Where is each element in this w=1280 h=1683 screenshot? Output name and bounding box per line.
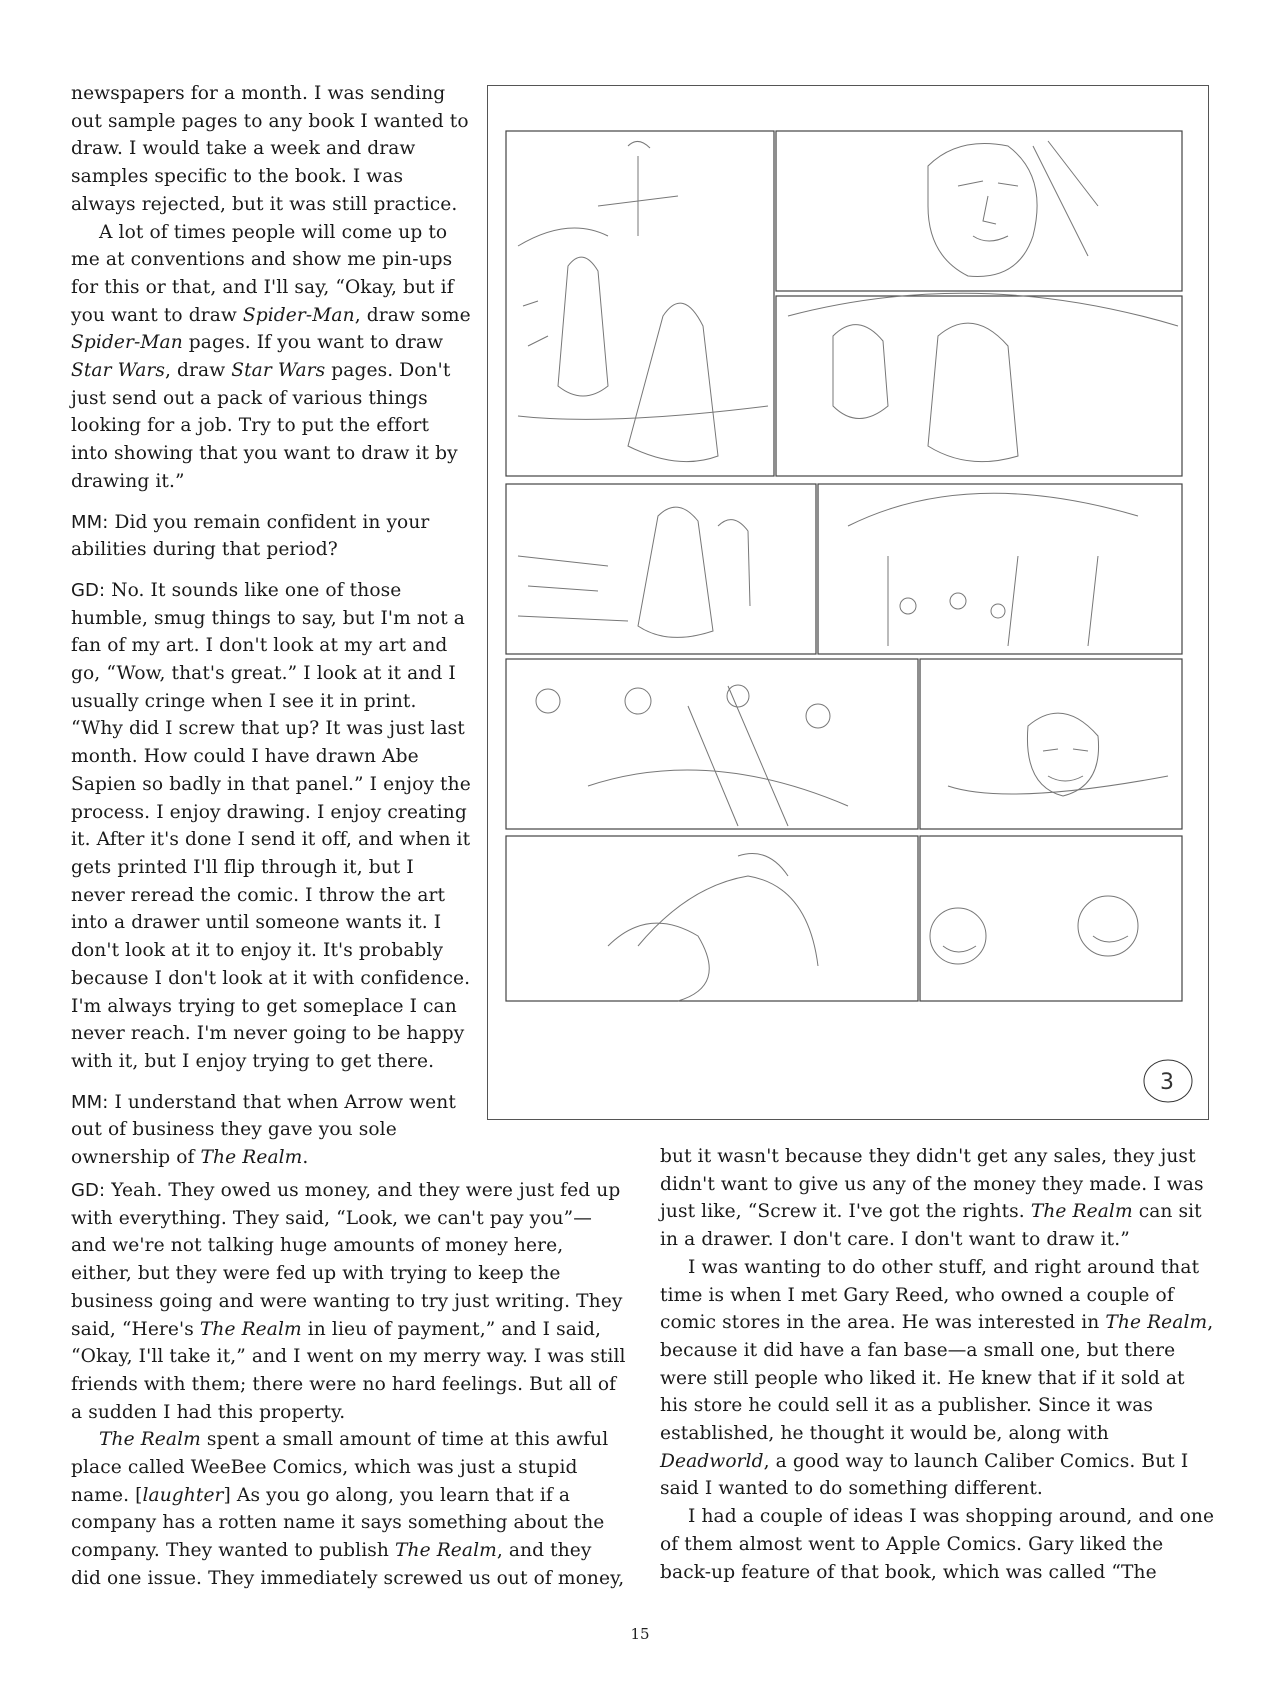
speaker-label: MM: xyxy=(71,1091,109,1113)
text-column-bottom-left xyxy=(71,1177,626,1593)
panel-9 xyxy=(920,836,1182,1001)
paragraph: I was wanting to do other stuff, and right around that time is when I met Gary Reed, who owned a couple of comic stores in the area. He was interested in The Realm, because it did have a fan base—a small one, but there were still people who liked it. He knew that if it sold at his store he could sell it as a publisher. Since it was established, he thought it would be, along with Deadworld, a good way to launch Caliber Comics. But I said I wanted to do something different. xyxy=(660,1256,1214,1500)
paragraph: A lot of times people will come up to me at conventions and show me pin-ups for this or that, and I'll say, “Okay, but if you want to draw Spider-Man, draw some Spider-Man pages. If you want to draw Star Wars, draw Star Wars pages. Don't just send out a pack of various things looking for a job. Try to put the effort into showing that you want to draw it by drawing it.” xyxy=(71,221,471,492)
text-column-top-left xyxy=(71,80,471,1172)
speaker-label: GD: xyxy=(71,1180,106,1201)
interview-question: MM: Did you remain confident in your abilities during that period? xyxy=(71,511,430,561)
comic-pencil-sketch xyxy=(487,85,1209,1120)
panel-6 xyxy=(506,659,918,829)
paragraph: newspapers for a month. I was sending out sample pages to any book I wanted to draw. I would take a week and draw samples specific to the book. I was always rejected, but it was still practice. xyxy=(71,83,469,215)
panel-8 xyxy=(506,836,918,1001)
page-mark: 3 xyxy=(1160,1070,1174,1095)
paragraph: The Realm spent a small amount of time at this awful place called WeeBee Comics, which was just a stupid name. [laughter] As you go along, you learn that if a company has a rotten name it says something about the company. They wanted to publish The Realm, and they did one issue. They immediately screwed us out of money, xyxy=(71,1429,625,1589)
interview-question: MM: I understand that when Arrow went out of business they gave you sole ownership of The Realm. xyxy=(71,1091,456,1169)
paragraph: but it wasn't because they didn't get any sales, they just didn't want to give us any of the money they made. I was just like, “Screw it. I've got the rights. The Realm can sit in a drawer. I don't care. I don't want to draw it.” xyxy=(660,1146,1204,1251)
speaker-label: GD: xyxy=(71,579,106,601)
panel-3 xyxy=(776,296,1182,476)
panel-5 xyxy=(818,484,1182,654)
paragraph: I had a couple of ideas I was shopping around, and one of them almost went to Apple Comics. Gary liked the back-up feature of that book, which was called “The xyxy=(660,1506,1215,1583)
panel-2 xyxy=(776,131,1182,291)
panel-4 xyxy=(506,484,816,654)
interview-answer: GD: Yeah. They owed us money, and they were just fed up with everything. They said, “Look, we can't pay you”—and we're not talking huge amounts of money here, either, but they were fed up with trying to keep the business going and were wanting to try just writing. They said, “Here's The Realm in lieu of payment,” and I said, “Okay, I'll take it,” and I went on my merry way. I was still friends with them; there were no hard feelings. But all of a sudden I had this property. xyxy=(71,1180,626,1423)
panel-7 xyxy=(920,659,1182,829)
speaker-label: MM: xyxy=(71,511,109,533)
text-column-bottom-right xyxy=(660,1143,1215,1586)
interview-answer: GD: No. It sounds like one of those humble, smug things to say, but I'm not a fan of my art. I don't look at my art and go, “Wow, that's great.” I look at it and I usually cringe when I see it in print. “Why did I screw that up? It was just last month. How could I have drawn Abe Sapien so badly in that panel.” I enjoy the process. I enjoy drawing. I enjoy creating it. After it's done I send it off, and when it gets printed I'll flip through it, but I never reread the comic. I throw the art into a drawer until someone wants it. I don't look at it to enjoy it. It's probably because I don't look at it with confidence. I'm always trying to get someplace I can never reach. I'm never going to be happy with it, but I enjoy trying to get there. xyxy=(71,579,471,1072)
sketch-drawing xyxy=(488,86,1210,1121)
page-number: 15 xyxy=(630,1625,650,1643)
panel-1 xyxy=(506,131,774,476)
